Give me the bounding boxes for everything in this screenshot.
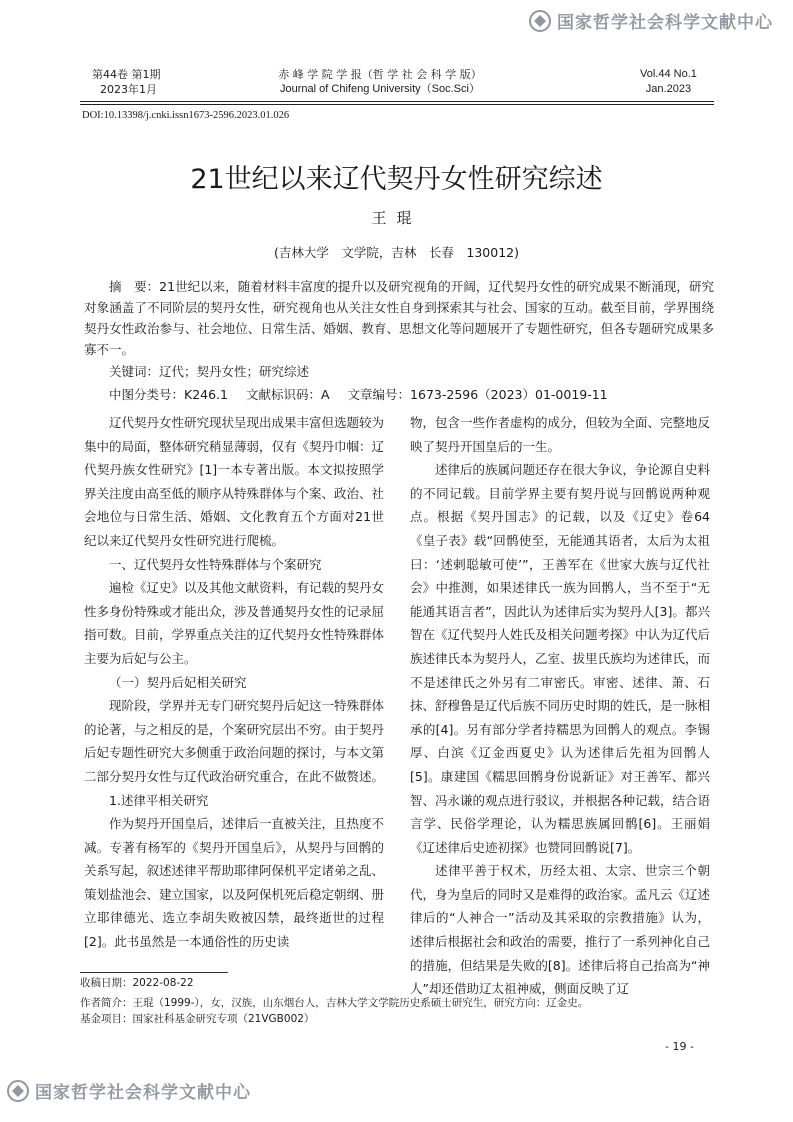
received-date: 收稿日期：2022-08-22 xyxy=(80,977,194,989)
watermark-text: 国家哲学社会科学文献中心 xyxy=(557,13,773,33)
volume-en: Vol.44 No.1 xyxy=(640,68,697,80)
doi: DOI:10.13398/j.cnki.issn1673-2596.2023.01.026 xyxy=(82,110,290,121)
header-rule xyxy=(80,101,714,102)
body-paragraph: 遍检《辽史》以及其他文献资料，有记载的契丹女性多身份特殊或才能出众，涉及普通契丹女性的记录屈指可数。目前，学界重点关注的辽代契丹女性特殊群体主要为后妃与公主。 xyxy=(84,580,385,666)
keywords xyxy=(109,362,309,380)
subsection-heading: （一）契丹后妃相关研究 xyxy=(109,674,247,690)
cnss-logo-icon xyxy=(528,9,552,33)
watermark-top xyxy=(528,8,773,33)
subsubsection-heading: 1.述律平相关研究 xyxy=(109,792,209,808)
body-paragraph: 辽代契丹女性研究现状呈现出成果丰富但选题较为集中的局面，整体研究稍显薄弱，仅有《契丹巾帼：辽代契丹族女性研究》[1]一本专著出版。本文拟按照学界关注度由高至低的顺序从特殊群体与个案、政治、社会地位与日常生活、婚姻、文化教育五个方面对21世纪以来辽代契丹女性研究进行爬梳。 xyxy=(84,415,385,548)
abstract xyxy=(84,276,714,360)
body-paragraph: 述律后的族属问题还存在很大争议，争论源自史料的不同记载。目前学界主要有契丹说与回鹘说两种观点。根据《契丹国志》的记载，以及《辽史》卷64《皇子表》载“回鹘使至，无能通其语者，太后为太祖曰：‘述剌聪敏可使’”，王善军在《世家大族与辽代社会》中推测，如果述律氏一族为回鹘人，当不至于“无能通其语言者”，因此认为述律后实为契丹人[3]。都兴智在《辽代契丹人姓氏及相关问题考探》中认为辽代后族述律氏本为契丹人，乙室、拔里氏族均为述律氏，而不是述律氏之外另有二审密氏。审密、述律、萧、石抹、舒穆鲁是辽代后族不同历史时期的姓氏，是一脉相承的[4]。另有部分学者持糯思为回鹘人的观点。李锡厚、白滨《辽金西夏史》认为述律后先祖为回鹘人[5]。康建国《糯思回鹘身份说新证》对王善军、都兴智、冯永谦的观点进行驳议，并根据各种记载，结合语言学、民俗学理论，认为糯思族属回鹘[6]。王丽娟《辽述律后史迹初探》也赞同回鹘说[7]。 xyxy=(410,462,711,855)
body-paragraph: 物，包含一些作者虚构的成分，但较为全面、完整地反映了契丹开国皇后的一生。 xyxy=(410,415,711,454)
affiliation: (吉林大学 文学院，吉林 长春 130012) xyxy=(274,245,519,260)
abstract-label: 摘 要： xyxy=(109,279,160,294)
article-number: 文章编号：1673-2596（2023）01-0019-11 xyxy=(347,387,608,402)
doc-code: 文献标识码：A xyxy=(245,387,330,402)
body-paragraph: 述律平善于权术，历经太祖、太宗、世宗三个朝代，身为皇后的同时又是难得的政治家。孟凡云《辽述律后的“人神合一”活动及其采取的宗教措施》认为，述律后根据社会和政治的需要，推行了一系列神化自己的措施，但结果是失败的[8]。述律后将自己抬高为“神人”却还借助辽太祖神威，侧面反映了辽 xyxy=(410,863,711,997)
section-heading: 一、辽代契丹女性特殊群体与个案研究 xyxy=(109,556,322,572)
date-cn: 2023年1月 xyxy=(100,83,157,96)
keywords-label: 关键词： xyxy=(109,364,160,379)
cnss-logo-icon xyxy=(6,1079,30,1103)
date-en: Jan.2023 xyxy=(645,83,692,95)
article-title: 21世纪以来辽代契丹女性研究综述 xyxy=(190,164,603,195)
right-column xyxy=(410,411,710,1001)
watermark-bottom xyxy=(6,1078,251,1103)
header-left xyxy=(92,67,161,97)
journal-en: Journal of Chifeng University（Soc.Sci） xyxy=(280,83,480,95)
author-bio: 作者简介：王琨（1999-），女，汉族，山东烟台人，吉林大学文学院历史系硕士研究生，研究方向：辽金史。 xyxy=(80,997,589,1009)
body-paragraph: 现阶段，学界并无专门研究契丹后妃这一特殊群体的论著，与之相反的是，个案研究层出不穷。由于契丹后妃专题性研究大多侧重于政治问题的探讨，与本文第二部分契丹女性与辽代政治研究重合，在此不做赘述。 xyxy=(84,698,385,784)
header-right xyxy=(640,67,697,97)
abstract-text: 21世纪以来，随着材料丰富度的提升以及研究视角的开阔，辽代契丹女性的研究成果不断涌现，研究对象涵盖了不同阶层的契丹女性，研究视角也从关注女性自身到探索其与社会、国家的互动。截至目前，学界围绕契丹女性政治参与、社会地位、日常生活、婚姻、教育、思想文化等问题展开了专题性研究，但各专题研究成果多寡不一。 xyxy=(84,279,714,357)
header-center xyxy=(230,67,530,97)
left-column xyxy=(84,411,384,954)
page-number: - 19 - xyxy=(665,1040,694,1053)
classification xyxy=(109,385,608,403)
author-name: 王琨 xyxy=(371,209,422,227)
keywords-text: 辽代；契丹女性；研究综述 xyxy=(159,364,310,379)
volume-cn: 第44卷 第1期 xyxy=(92,68,161,81)
watermark-text: 国家哲学社会科学文献中心 xyxy=(35,1083,251,1103)
header-rule-thin xyxy=(80,104,714,105)
footnote-rule xyxy=(80,972,228,973)
clc-number: 中图分类号：K246.1 xyxy=(109,387,228,402)
fund-info: 基金项目：国家社科基金研究专项（21VGB002） xyxy=(80,1013,315,1025)
body-paragraph: 作为契丹开国皇后，述律后一直被关注，且热度不减。专著有杨军的《契丹开国皇后》，从契丹与回鹘的关系写起，叙述述律平帮助耶律阿保机平定诸弟之乱、策划盐池会、建立国家，以及阿保机死后稳定朝纲、册立耶律德光、选立李胡失败被囚禁，最终逝世的过程[2]。此书虽然是一本通俗性的历史读 xyxy=(84,816,385,950)
journal-cn: 赤 峰 学 院 学 报（哲 学 社 会 科 学 版） xyxy=(278,68,482,81)
